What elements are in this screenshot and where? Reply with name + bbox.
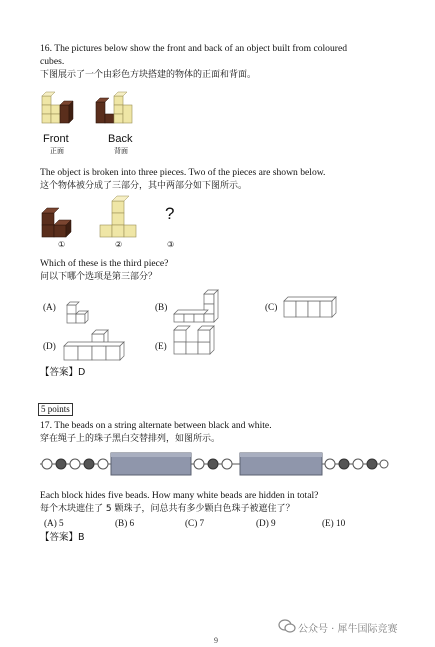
- hiding-block-1-top: [111, 453, 191, 457]
- piece-2-label: ②: [115, 240, 123, 249]
- option-a-shape: [64, 293, 104, 325]
- q16-which-en: Which of these is the third piece?: [40, 258, 169, 269]
- piece-3-label: ③: [167, 240, 175, 249]
- front-back-figure: [40, 90, 140, 135]
- piece-1-label: ①: [58, 240, 66, 249]
- front-label: Front: [43, 133, 69, 145]
- bead-white: [325, 459, 335, 469]
- bead-white: [222, 459, 232, 469]
- front-zh-label: 正面: [50, 147, 64, 155]
- bead-white: [70, 459, 80, 469]
- option-b-label[interactable]: (B): [155, 302, 168, 312]
- q17-each-en: Each block hides five beads. How many white beads are hidden in total?: [40, 490, 319, 501]
- bead-black: [84, 459, 94, 469]
- option-e-shape: [172, 322, 224, 364]
- back-label: Back: [108, 133, 133, 145]
- q17-option-a[interactable]: (A) 5: [44, 518, 64, 528]
- q16-line2: cubes.: [40, 56, 65, 67]
- q17-each-zh: 每个木块遮住了 5 颗珠子，问总共有多少颗白色珠子被遮住了？: [40, 504, 295, 514]
- q17-points-box: 5 points: [38, 403, 73, 416]
- bead-white: [194, 459, 204, 469]
- q16-which-zh: 问以下哪个选项是第三部分？: [40, 272, 158, 282]
- bead-black: [367, 459, 377, 469]
- q17-option-e[interactable]: (E) 10: [322, 518, 346, 528]
- bead-black: [56, 459, 66, 469]
- back-zh-label: 背面: [114, 147, 128, 155]
- q17-answer: 【答案】B: [40, 532, 85, 543]
- option-d-shape: [62, 326, 130, 364]
- q16-line1: 16. The pictures below show the front and back of an object built from coloured: [40, 43, 348, 54]
- front-object-image: [42, 92, 73, 123]
- bead-string-figure: [38, 449, 390, 479]
- piece-1-image: [42, 208, 71, 237]
- q16-zh1: 下图展示了一个由彩色方块搭建的物体的正面和背面。: [40, 70, 257, 80]
- piece-2-image: [100, 196, 136, 237]
- bead-white: [353, 459, 363, 469]
- back-object-image: [96, 92, 132, 123]
- q17-zh1: 穿在绳子上的珠子黑白交替排列，如图所示。: [40, 434, 221, 444]
- bead-white: [98, 459, 108, 469]
- piece-3-question-mark: ?: [165, 204, 175, 223]
- q17-option-d[interactable]: (D) 9: [256, 518, 276, 528]
- option-c-label[interactable]: (C): [265, 302, 278, 312]
- option-a-label[interactable]: (A): [43, 302, 56, 312]
- bead-white: [380, 460, 388, 468]
- q17-option-b[interactable]: (B) 6: [115, 518, 135, 528]
- q16-broken-en: The object is broken into three pieces. Two of the pieces are shown below.: [40, 167, 326, 178]
- option-c-shape: [282, 293, 342, 321]
- bead-black: [208, 459, 218, 469]
- page-number: 9: [214, 636, 218, 645]
- hiding-block-2-top: [240, 453, 322, 457]
- bead-black: [339, 459, 349, 469]
- q17-option-c[interactable]: (C) 7: [185, 518, 205, 528]
- option-b-shape: [172, 286, 228, 324]
- wechat-icon: [278, 619, 296, 633]
- q17-line1: 17. The beads on a string alternate between black and white.: [40, 420, 272, 431]
- bead-white: [42, 459, 52, 469]
- watermark-text: 公众号 · 犀牛国际竞赛: [298, 624, 398, 635]
- option-e-label[interactable]: (E): [155, 341, 167, 351]
- q16-answer: 【答案】D: [40, 367, 86, 378]
- option-d-label[interactable]: (D): [43, 341, 56, 351]
- q16-broken-zh: 这个物体被分成了三部分，其中两部分如下图所示。: [40, 181, 248, 191]
